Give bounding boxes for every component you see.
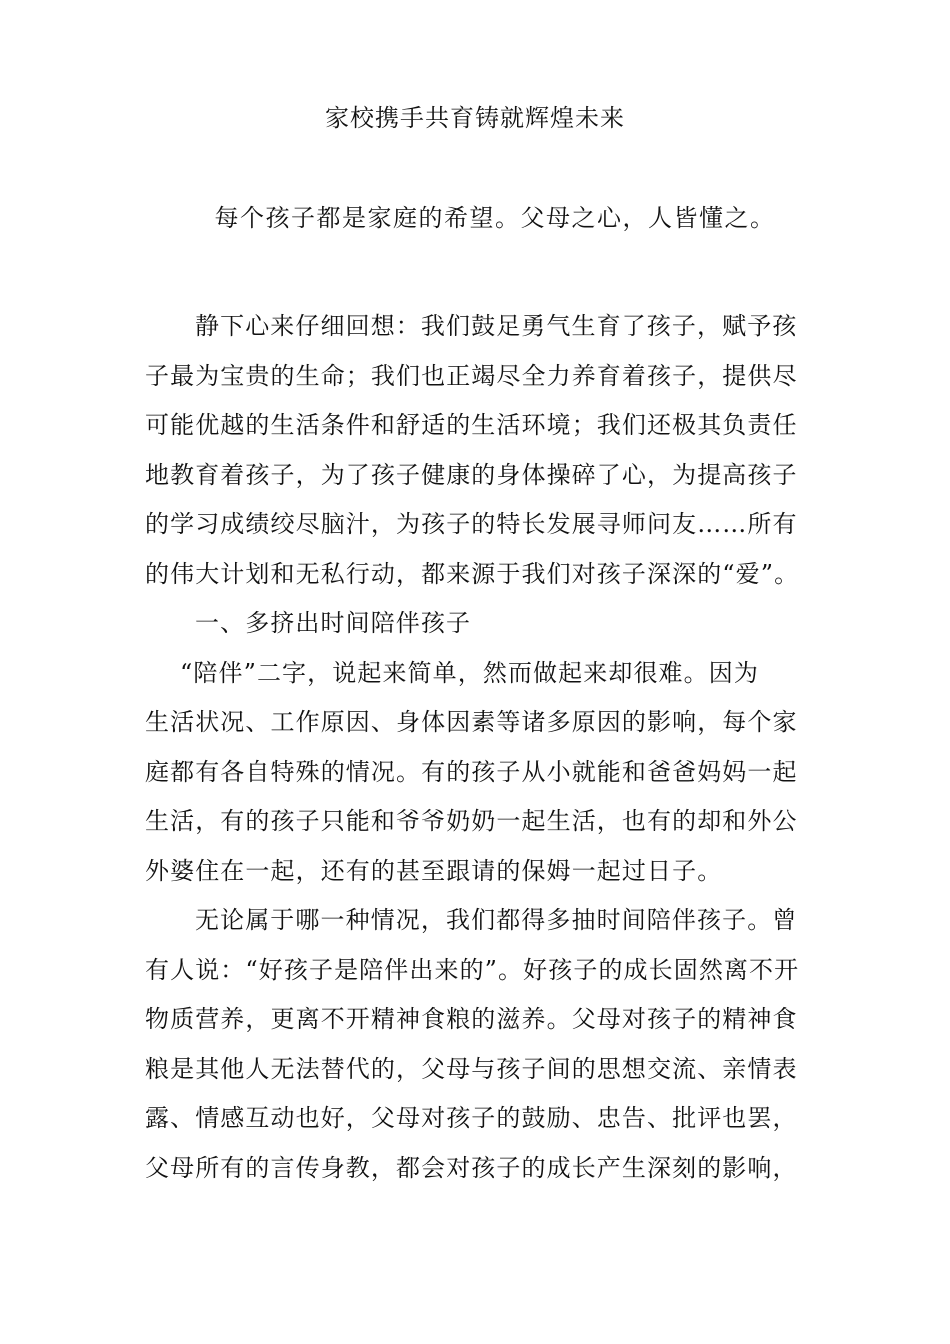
paragraph-line: 庭都有各自特殊的情况。有的孩子从小就能和爸爸妈妈一起 — [145, 757, 798, 786]
paragraph-line: 的学习成绩绞尽脑汁，为孩子的特长发展寻师问友……所有 — [145, 510, 798, 538]
paragraph-line: 地教育着孩子，为了孩子健康的身体操碎了心，为提高孩子 — [145, 460, 798, 489]
document-subtitle: 每个孩子都是家庭的希望。父母之心，人皆懂之。 — [214, 204, 776, 232]
paragraph-line: 有人说：“好孩子是陪伴出来的”。好孩子的成长固然离不开 — [145, 955, 800, 984]
paragraph-line: 的伟大计划和无私行动，都来源于我们对孩子深深的“爱”。 — [145, 559, 800, 588]
document-title: 家校携手共育铸就辉煌未来 — [325, 104, 625, 132]
paragraph-line: 生活，有的孩子只能和爷爷奶奶一起生活，也有的却和外公 — [145, 807, 798, 835]
paragraph-line: 物质营养，更离不开精神食粮的滋养。父母对孩子的精神食 — [145, 1005, 798, 1033]
document-body — [145, 302, 815, 1193]
paragraph-line: 无论属于哪一种情况，我们都得多抽时间陪伴孩子。曾 — [195, 906, 798, 934]
paragraph-line: 可能优越的生活条件和舒适的生活环境；我们还极其负责任 — [145, 411, 798, 439]
paragraph-line: 外婆住在一起，还有的甚至跟请的保姆一起过日子。 — [145, 856, 723, 885]
paragraph-line: 粮是其他人无法替代的，父母与孩子间的思想交流、亲情表 — [145, 1054, 798, 1083]
paragraph-line: 父母所有的言传身教，都会对孩子的成长产生深刻的影响， — [145, 1153, 798, 1182]
paragraph-line: 子最为宝贵的生命；我们也正竭尽全力养育着孩子，提供尽 — [145, 361, 798, 390]
paragraph-line: 静下心来仔细回想：我们鼓足勇气生育了孩子，赋予孩 — [195, 312, 798, 340]
section-heading: 一、多挤出时间陪伴孩子 — [195, 609, 472, 637]
paragraph-line: “陪伴”二字，说起来简单，然而做起来却很难。因为 — [180, 658, 759, 687]
paragraph-line: 露、情感互动也好，父母对孩子的鼓励、忠告、批评也罢， — [145, 1104, 798, 1132]
paragraph-line: 生活状况、工作原因、身体因素等诸多原因的影响，每个家 — [145, 708, 798, 736]
